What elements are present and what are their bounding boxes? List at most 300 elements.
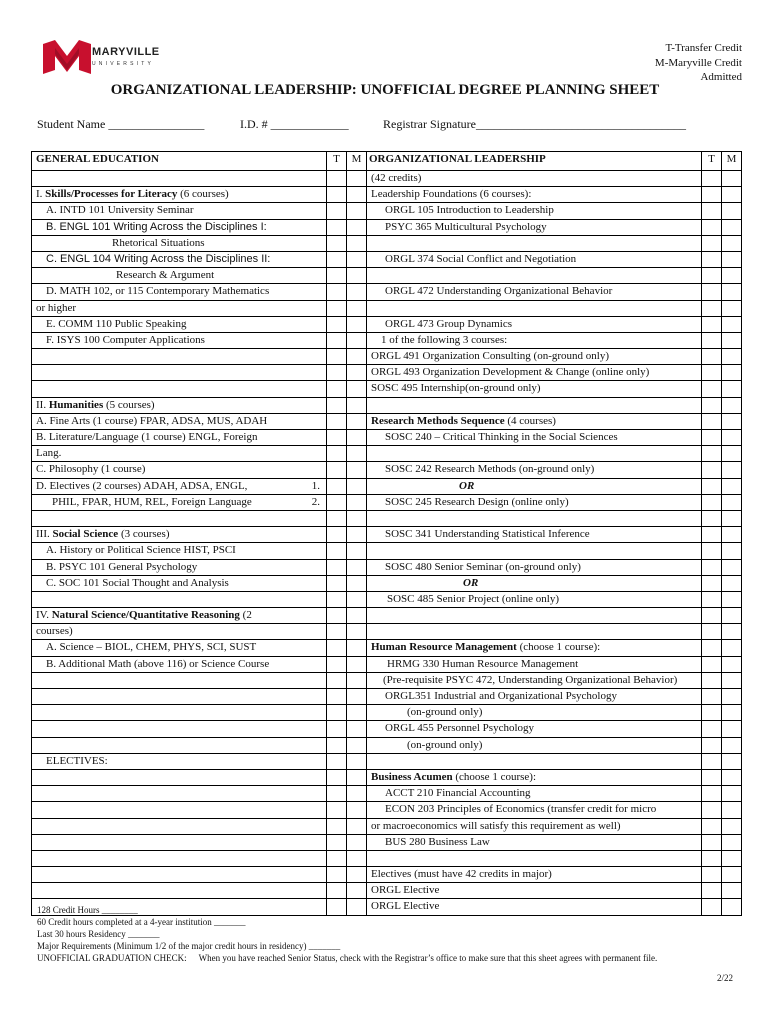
transfer-credit-cell[interactable] (327, 834, 347, 850)
transfer-credit-cell-right[interactable] (702, 705, 722, 721)
maryville-credit-cell-right[interactable] (722, 705, 742, 721)
table-row (32, 575, 742, 591)
maryville-credit-cell-right[interactable] (722, 867, 742, 883)
maryville-credit-cell-right[interactable] (722, 349, 742, 365)
transfer-credit-cell-right[interactable] (702, 462, 722, 478)
org-leadership-cell: ORGL 472 Understanding Organizational Behavior (367, 284, 702, 300)
org-leadership-cell: 1 of the following 3 courses: (367, 332, 702, 348)
transfer-credit-cell-right[interactable] (702, 268, 722, 284)
org-leadership-cell: BUS 280 Business Law (367, 834, 702, 850)
credit-legend (655, 41, 742, 85)
maryville-credit-cell-right[interactable] (722, 268, 742, 284)
transfer-credit-cell[interactable] (327, 689, 347, 705)
maryville-credit-cell[interactable] (347, 349, 367, 365)
transfer-credit-cell[interactable] (327, 721, 347, 737)
transfer-credit-cell-right[interactable] (702, 494, 722, 510)
maryville-credit-cell-right[interactable] (722, 818, 742, 834)
gen-ed-cell: A. Fine Arts (1 course) FPAR, ADSA, MUS, ADAH (32, 413, 327, 429)
transfer-credit-cell[interactable] (327, 608, 347, 624)
transfer-credit-cell-right[interactable] (702, 219, 722, 235)
maryville-credit-cell-right[interactable] (722, 413, 742, 429)
section-heading: Social Science (52, 528, 119, 541)
maryville-credit-cell-right[interactable] (722, 171, 742, 187)
transfer-credit-cell-right[interactable] (702, 332, 722, 348)
org-leadership-cell: SOSC 495 Internship(on-ground only) (367, 381, 702, 397)
org-leadership-cell: ORGL 493 Organization Development & Change (online only) (367, 365, 702, 381)
maryville-credit-cell[interactable] (347, 769, 367, 785)
gen-ed-cell: I. Skills/Processes for Literacy (6 courses) (32, 187, 327, 203)
gen-ed-cell: E. COMM 110 Public Speaking (32, 316, 327, 332)
transfer-credit-cell[interactable] (327, 462, 347, 478)
org-leadership-cell: ORGL 491 Organization Consulting (on-ground only) (367, 349, 702, 365)
table-row (32, 624, 742, 640)
transfer-credit-cell[interactable] (327, 235, 347, 251)
gen-ed-cell (32, 672, 327, 688)
elective-number: 2. (311, 495, 320, 508)
transfer-credit-cell[interactable] (327, 171, 347, 187)
transfer-credit-cell[interactable] (327, 316, 347, 332)
org-leadership-cell: SOSC 245 Research Design (online only) (367, 494, 702, 510)
maryville-credit-cell[interactable] (347, 705, 367, 721)
transfer-credit-cell-right[interactable] (702, 543, 722, 559)
maryville-credit-cell-right[interactable] (722, 219, 742, 235)
table-row (32, 769, 742, 785)
gen-ed-cell: A. Science – BIOL, CHEM, PHYS, SCI, SUST (32, 640, 327, 656)
transfer-credit-cell-right[interactable] (702, 656, 722, 672)
transfer-credit-cell-right[interactable] (702, 316, 722, 332)
credit-hours-line: 128 Credit Hours ________ (37, 905, 138, 915)
maryville-credit-cell-right[interactable] (722, 769, 742, 785)
transfer-credit-cell[interactable] (327, 737, 347, 753)
maryville-credit-cell[interactable] (347, 737, 367, 753)
transfer-credit-cell-right[interactable] (702, 753, 722, 769)
org-leadership-cell (367, 624, 702, 640)
maryville-credit-cell[interactable] (347, 624, 367, 640)
maryville-credit-cell-right[interactable] (722, 802, 742, 818)
maryville-credit-cell[interactable] (347, 802, 367, 818)
maryville-credit-cell[interactable] (347, 818, 367, 834)
transfer-credit-cell[interactable] (327, 332, 347, 348)
org-leadership-cell (367, 510, 702, 526)
gen-ed-cell: B. PSYC 101 General Psychology (32, 559, 327, 575)
maryville-credit-cell[interactable] (347, 834, 367, 850)
transfer-credit-cell[interactable] (327, 543, 347, 559)
legend-admitted: Admitted (700, 71, 742, 83)
graduation-check-text: When you have reached Senior Status, check with the Registrar’s office to make sure that this sheet agrees with permanent file. (198, 953, 658, 963)
transfer-credit-cell[interactable] (327, 591, 347, 607)
transfer-credit-cell[interactable] (327, 656, 347, 672)
maryville-credit-cell-right[interactable] (722, 494, 742, 510)
maryville-credit-cell[interactable] (347, 381, 367, 397)
transfer-credit-cell-right[interactable] (702, 365, 722, 381)
gen-ed-cell (32, 786, 327, 802)
table-row (32, 235, 742, 251)
maryville-credit-cell[interactable] (347, 883, 367, 899)
table-row (32, 171, 742, 187)
maryville-credit-cell[interactable] (347, 430, 367, 446)
maryville-credit-cell-right[interactable] (722, 430, 742, 446)
gen-ed-cell (32, 737, 327, 753)
transfer-credit-cell-right[interactable] (702, 786, 722, 802)
org-leadership-cell: ORGL 473 Group Dynamics (367, 316, 702, 332)
transfer-credit-cell[interactable] (327, 867, 347, 883)
page-number: 2/22 (716, 973, 733, 983)
maryville-credit-cell-right[interactable] (722, 575, 742, 591)
maryville-credit-cell[interactable] (347, 575, 367, 591)
org-leadership-cell: (Pre-requisite PSYC 472, Understanding Organizational Behavior) (367, 672, 702, 688)
org-leadership-cell: ORGL 455 Personnel Psychology (367, 721, 702, 737)
gen-ed-cell: PHIL, FPAR, HUM, REL, Foreign Language 2. (32, 494, 327, 510)
transfer-credit-cell[interactable] (327, 446, 347, 462)
maryville-credit-cell-right[interactable] (722, 235, 742, 251)
maryville-credit-cell[interactable] (347, 753, 367, 769)
org-leadership-cell: or macroeconomics will satisfy this requirement as well) (367, 818, 702, 834)
transfer-credit-cell-right[interactable] (702, 381, 722, 397)
org-leadership-cell: OR (367, 575, 702, 591)
transfer-credit-cell-right[interactable] (702, 300, 722, 316)
org-leadership-cell: SOSC 480 Senior Seminar (on-ground only) (367, 559, 702, 575)
transfer-credit-cell-right[interactable] (702, 510, 722, 526)
maryville-credit-cell[interactable] (347, 316, 367, 332)
org-leadership-cell: ORGL 105 Introduction to Leadership (367, 203, 702, 219)
org-leadership-cell (367, 268, 702, 284)
table-row (32, 446, 742, 462)
transfer-credit-cell-right[interactable] (702, 284, 722, 300)
table-row (32, 462, 742, 478)
transfer-credit-cell[interactable] (327, 769, 347, 785)
gen-ed-cell: A. History or Political Science HIST, PSCI (32, 543, 327, 559)
table-row (32, 413, 742, 429)
gen-ed-cell: Rhetorical Situations (32, 235, 327, 251)
table-row (32, 510, 742, 526)
maryville-credit-cell-right[interactable] (722, 689, 742, 705)
maryville-credit-cell[interactable] (347, 284, 367, 300)
graduation-check-line (37, 952, 657, 964)
gen-ed-cell: C. Philosophy (1 course) (32, 462, 327, 478)
maryville-credit-cell[interactable] (347, 867, 367, 883)
gen-ed-cell: B. ENGL 101 Writing Across the Disciplines I: (32, 219, 327, 235)
maryville-credit-cell[interactable] (347, 171, 367, 187)
maryville-credit-cell[interactable] (347, 543, 367, 559)
transfer-credit-cell-right[interactable] (702, 446, 722, 462)
gen-ed-cell (32, 689, 327, 705)
m-column-header: M (347, 152, 367, 171)
gen-ed-cell: C. ENGL 104 Writing Across the Disciplines II: (32, 251, 327, 267)
transfer-credit-cell[interactable] (327, 802, 347, 818)
maryville-credit-cell[interactable] (347, 413, 367, 429)
gen-ed-cell: B. Additional Math (above 116) or Science Course (32, 656, 327, 672)
maryville-credit-cell-right[interactable] (722, 300, 742, 316)
maryville-credit-cell[interactable] (347, 672, 367, 688)
maryville-credit-cell[interactable] (347, 510, 367, 526)
org-leadership-cell (367, 850, 702, 866)
maryville-credit-cell[interactable] (347, 478, 367, 494)
maryville-credit-cell-right[interactable] (722, 608, 742, 624)
table-row (32, 883, 742, 899)
maryville-credit-cell-right[interactable] (722, 786, 742, 802)
org-leadership-cell: (on-ground only) (367, 705, 702, 721)
maryville-credit-cell[interactable] (347, 494, 367, 510)
transfer-credit-cell-right[interactable] (702, 737, 722, 753)
transfer-credit-cell[interactable] (327, 300, 347, 316)
transfer-credit-cell[interactable] (327, 883, 347, 899)
transfer-credit-cell-right[interactable] (702, 349, 722, 365)
transfer-credit-cell-right[interactable] (702, 769, 722, 785)
table-row (32, 753, 742, 769)
transfer-credit-cell[interactable] (327, 624, 347, 640)
maryville-credit-cell-right[interactable] (722, 883, 742, 899)
transfer-credit-cell-right[interactable] (702, 899, 722, 915)
transfer-credit-cell-right[interactable] (702, 559, 722, 575)
table-row (32, 689, 742, 705)
gen-ed-cell (32, 510, 327, 526)
maryville-credit-cell-right[interactable] (722, 591, 742, 607)
maryville-credit-cell[interactable] (347, 608, 367, 624)
maryville-credit-cell[interactable] (347, 850, 367, 866)
transfer-credit-cell-right[interactable] (702, 802, 722, 818)
gen-ed-cell (32, 769, 327, 785)
maryville-credit-cell[interactable] (347, 591, 367, 607)
table-row (32, 656, 742, 672)
table-row (32, 672, 742, 688)
maryville-credit-cell-right[interactable] (722, 381, 742, 397)
page-title: ORGANIZATIONAL LEADERSHIP: UNOFFICIAL DEGREE PLANNING SHEET (110, 82, 660, 98)
transfer-credit-cell[interactable] (327, 575, 347, 591)
table-row (32, 381, 742, 397)
gen-ed-cell (32, 802, 327, 818)
transfer-credit-cell[interactable] (327, 494, 347, 510)
transfer-credit-cell-right[interactable] (702, 235, 722, 251)
maryville-credit-cell[interactable] (347, 446, 367, 462)
maryville-credit-cell-right[interactable] (722, 251, 742, 267)
maryville-credit-cell[interactable] (347, 203, 367, 219)
org-leadership-cell: ORGL Elective (367, 883, 702, 899)
table-row (32, 543, 742, 559)
transfer-credit-cell[interactable] (327, 365, 347, 381)
transfer-credit-cell-right[interactable] (702, 721, 722, 737)
maryville-credit-cell[interactable] (347, 656, 367, 672)
maryville-credit-cell[interactable] (347, 721, 367, 737)
table-row (32, 640, 742, 656)
maryville-credit-cell[interactable] (347, 786, 367, 802)
org-leadership-cell: Leadership Foundations (6 courses): (367, 187, 702, 203)
maryville-credit-cell-right[interactable] (722, 365, 742, 381)
transfer-credit-cell-right[interactable] (702, 689, 722, 705)
org-leadership-cell: HRMG 330 Human Resource Management (367, 656, 702, 672)
transfer-credit-cell[interactable] (327, 251, 347, 267)
transfer-credit-cell-right[interactable] (702, 591, 722, 607)
maryville-credit-cell-right[interactable] (722, 203, 742, 219)
transfer-credit-cell[interactable] (327, 786, 347, 802)
maryville-credit-cell[interactable] (347, 187, 367, 203)
org-leadership-cell: (42 credits) (367, 171, 702, 187)
logo-subtitle: UNIVERSITY (92, 61, 155, 67)
transfer-credit-cell[interactable] (327, 284, 347, 300)
maryville-credit-cell[interactable] (347, 462, 367, 478)
transfer-credit-cell[interactable] (327, 672, 347, 688)
transfer-credit-cell-right[interactable] (702, 818, 722, 834)
maryville-credit-cell[interactable] (347, 365, 367, 381)
maryville-credit-cell-right[interactable] (722, 510, 742, 526)
org-leadership-cell: PSYC 365 Multicultural Psychology (367, 219, 702, 235)
gen-ed-cell (32, 818, 327, 834)
major-requirements-line: Major Requirements (Minimum 1/2 of the major credit hours in residency) _______ (37, 941, 341, 951)
table-row (32, 365, 742, 381)
student-name-field[interactable]: Student Name ________________ (37, 117, 205, 131)
transfer-credit-cell-right[interactable] (702, 430, 722, 446)
table-row (32, 850, 742, 866)
transfer-credit-cell-right[interactable] (702, 575, 722, 591)
maryville-credit-cell-right[interactable] (722, 656, 742, 672)
maryville-credit-cell-right[interactable] (722, 462, 742, 478)
transfer-credit-cell[interactable] (327, 397, 347, 413)
table-row (32, 187, 742, 203)
transfer-credit-cell[interactable] (327, 187, 347, 203)
transfer-credit-cell-right[interactable] (702, 203, 722, 219)
table-row (32, 219, 742, 235)
transfer-credit-cell[interactable] (327, 413, 347, 429)
org-leadership-cell (367, 235, 702, 251)
maryville-credit-cell[interactable] (347, 332, 367, 348)
maryville-credit-cell[interactable] (347, 235, 367, 251)
maryville-credit-cell-right[interactable] (722, 332, 742, 348)
transfer-credit-cell-right[interactable] (702, 397, 722, 413)
transfer-credit-cell[interactable] (327, 430, 347, 446)
transfer-credit-cell-right[interactable] (702, 883, 722, 899)
org-leadership-cell (367, 608, 702, 624)
gen-ed-cell (32, 705, 327, 721)
maryville-credit-cell[interactable] (347, 397, 367, 413)
transfer-credit-cell-right[interactable] (702, 672, 722, 688)
maryville-credit-cell[interactable] (347, 268, 367, 284)
gen-ed-cell: B. Literature/Language (1 course) ENGL, Foreign (32, 430, 327, 446)
maryville-credit-cell-right[interactable] (722, 446, 742, 462)
maryville-credit-cell[interactable] (347, 251, 367, 267)
degree-plan-table (31, 151, 742, 916)
org-leadership-cell: ORGL 374 Social Conflict and Negotiation (367, 251, 702, 267)
maryville-credit-cell-right[interactable] (722, 850, 742, 866)
org-leadership-cell: ACCT 210 Financial Accounting (367, 786, 702, 802)
maryville-credit-cell[interactable] (347, 559, 367, 575)
table-row (32, 251, 742, 267)
gen-ed-cell: courses) (32, 624, 327, 640)
org-leadership-cell: Electives (must have 42 credits in major) (367, 867, 702, 883)
table-row (32, 802, 742, 818)
gen-ed-cell (32, 171, 327, 187)
maryville-credit-cell-right[interactable] (722, 753, 742, 769)
footer-requirements (37, 904, 657, 964)
section-heading: Research Methods Sequence (371, 414, 505, 427)
maryville-credit-cell-right[interactable] (722, 672, 742, 688)
transfer-credit-cell-right[interactable] (702, 624, 722, 640)
transfer-credit-cell[interactable] (327, 818, 347, 834)
gen-ed-cell (32, 834, 327, 850)
transfer-credit-cell-right[interactable] (702, 867, 722, 883)
transfer-credit-cell[interactable] (327, 268, 347, 284)
table-row (32, 349, 742, 365)
maryville-credit-cell-right[interactable] (722, 316, 742, 332)
gen-ed-cell: IV. Natural Science/Quantitative Reasoning (2 (32, 608, 327, 624)
transfer-credit-cell-right[interactable] (702, 834, 722, 850)
transfer-credit-cell-right[interactable] (702, 413, 722, 429)
table-row (32, 705, 742, 721)
transfer-credit-cell-right[interactable] (702, 251, 722, 267)
transfer-credit-cell[interactable] (327, 705, 347, 721)
transfer-credit-cell[interactable] (327, 640, 347, 656)
maryville-credit-cell-right[interactable] (722, 397, 742, 413)
sixty-hours-line: 60 Credit hours completed at a 4-year institution _______ (37, 917, 246, 927)
section-heading: Human Resource Management (371, 641, 517, 654)
table-row (32, 721, 742, 737)
maryville-credit-cell[interactable] (347, 689, 367, 705)
maryville-credit-cell-right[interactable] (722, 543, 742, 559)
gen-ed-cell: F. ISYS 100 Computer Applications (32, 332, 327, 348)
transfer-credit-cell[interactable] (327, 527, 347, 543)
transfer-credit-cell-right[interactable] (702, 187, 722, 203)
transfer-credit-cell[interactable] (327, 478, 347, 494)
gen-ed-cell: Research & Argument (32, 268, 327, 284)
transfer-credit-cell[interactable] (327, 349, 347, 365)
maryville-credit-cell-right[interactable] (722, 640, 742, 656)
maryville-credit-cell[interactable] (347, 219, 367, 235)
transfer-credit-cell-right[interactable] (702, 527, 722, 543)
transfer-credit-cell[interactable] (327, 203, 347, 219)
maryville-credit-cell-right[interactable] (722, 187, 742, 203)
transfer-credit-cell[interactable] (327, 219, 347, 235)
maryville-credit-cell-right[interactable] (722, 834, 742, 850)
transfer-credit-cell[interactable] (327, 510, 347, 526)
maryville-credit-cell-right[interactable] (722, 527, 742, 543)
gen-ed-cell: C. SOC 101 Social Thought and Analysis (32, 575, 327, 591)
table-row (32, 867, 742, 883)
org-leadership-cell (367, 543, 702, 559)
transfer-credit-cell[interactable] (327, 559, 347, 575)
section-heading: Natural Science/Quantitative Reasoning (51, 609, 240, 622)
org-leadership-header: ORGANIZATIONAL LEADERSHIP (367, 152, 702, 171)
table-row (32, 430, 742, 446)
table-row (32, 300, 742, 316)
table-row (32, 478, 742, 494)
transfer-credit-cell[interactable] (327, 850, 347, 866)
transfer-credit-cell[interactable] (327, 381, 347, 397)
transfer-credit-cell-right[interactable] (702, 478, 722, 494)
maryville-credit-cell[interactable] (347, 527, 367, 543)
table-header-row (32, 152, 742, 171)
maryville-credit-cell-right[interactable] (722, 478, 742, 494)
maryville-credit-cell-right[interactable] (722, 284, 742, 300)
transfer-credit-cell[interactable] (327, 753, 347, 769)
maryville-credit-cell-right[interactable] (722, 721, 742, 737)
transfer-credit-cell-right[interactable] (702, 850, 722, 866)
student-id-field[interactable]: I.D. # _____________ (240, 117, 349, 131)
maryville-credit-cell[interactable] (347, 300, 367, 316)
transfer-credit-cell-right[interactable] (702, 640, 722, 656)
gen-ed-cell (32, 883, 327, 899)
registrar-signature-field[interactable]: Registrar Signature___________________________________ (383, 117, 686, 131)
gen-ed-cell (32, 867, 327, 883)
gen-ed-cell (32, 850, 327, 866)
maryville-credit-cell-right[interactable] (722, 737, 742, 753)
maryville-credit-cell-right[interactable] (722, 559, 742, 575)
maryville-credit-cell-right[interactable] (722, 624, 742, 640)
table-row (32, 834, 742, 850)
org-leadership-cell (367, 446, 702, 462)
maryville-credit-cell-right[interactable] (722, 899, 742, 915)
gen-ed-header: GENERAL EDUCATION (32, 152, 327, 171)
maryville-credit-cell[interactable] (347, 640, 367, 656)
transfer-credit-cell-right[interactable] (702, 171, 722, 187)
transfer-credit-cell-right[interactable] (702, 608, 722, 624)
